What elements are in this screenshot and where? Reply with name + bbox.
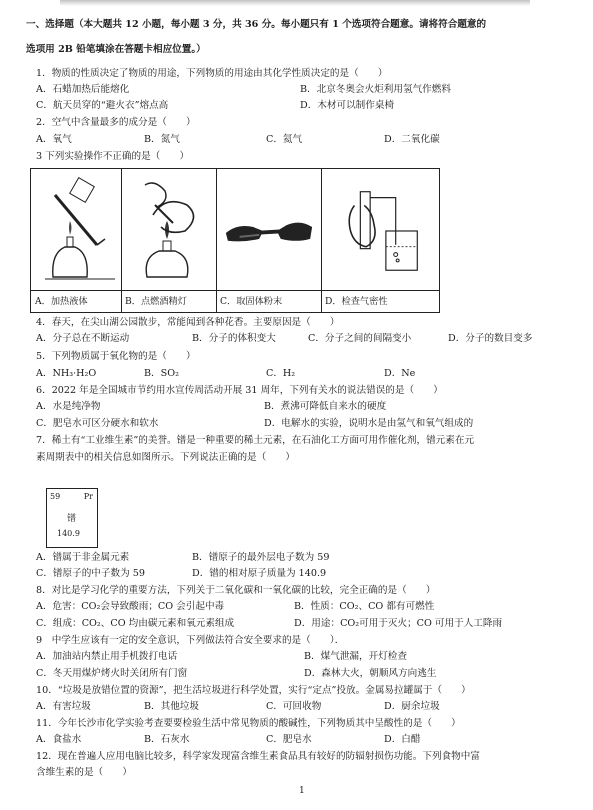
q6-option-d: D．电解水的实验，说明水是由氢气和氧气组成的 <box>264 418 474 429</box>
q5-option-c: C．H₂ <box>266 368 296 379</box>
caption-d: D．检查气密性 <box>321 290 439 312</box>
q6-option-c: C．肥皂水可区分硬水和软水 <box>36 418 159 429</box>
q8-option-d: D．用途：CO₂可用于灭火；CO 可用于人工降雨 <box>294 618 503 629</box>
element-symbol: Pr <box>83 492 93 501</box>
lighting-alcohol-lamp-illustration <box>125 175 215 285</box>
q1-option-a: A．石蜡加热后能熔化 <box>36 84 130 95</box>
q10-stem: 10．“垃圾是放错位置的资源”，把生活垃圾进行科学处置，实行“定点”投放。金属易拉罐属于（ ） <box>36 685 471 696</box>
q11-option-a: A．食盐水 <box>36 734 82 745</box>
q6-stem: 6．2022 年是全国城市节约用水宣传周活动开展 31 周年，下列有关水的说法错误的是（ ） <box>36 385 443 396</box>
experiment-figure-table <box>30 168 440 313</box>
q4-option-a: A．分子总在不断运动 <box>36 333 130 344</box>
section-header-line1: 一、选择题（本大题共 12 小题，每小题 3 分，共 36 分。每小题只有 1 个选项符合题意。请将符合题意的 <box>26 19 487 30</box>
q12-stem-line1: 12．现在普遍人应用电脑比较多，科学家发现富含维生素食品具有较好的防辐射损伤功能。下列食物中富 <box>36 751 480 762</box>
q8-option-a: A．危害：CO₂会导致酸雨；CO 会引起中毒 <box>36 601 225 612</box>
q7-option-d: D．镨的相对原子质量为 140.9 <box>192 568 327 579</box>
q6-option-b: B．煮沸可降低自来水的硬度 <box>264 401 387 412</box>
q5-option-b: B．SO₂ <box>144 368 179 379</box>
q4-option-c: C．分子之间的间隔变小 <box>308 333 412 344</box>
q11-stem: 11．今年长沙市化学实验考查要要检验生活中常见物质的酸碱性，下列物质其中呈酸性的是（ ） <box>36 718 461 729</box>
q7-option-c: C．镨原子的中子数为 59 <box>36 568 145 579</box>
q7-stem-line2: 素周期表中的相关信息如图所示。下列说法正确的是（ ） <box>36 452 296 463</box>
q7-stem-line1: 7．稀土有“工业维生素”的美誉。镨是一种重要的稀土元素，在石油化工方面可用作催化剂，镨元素在元 <box>36 435 475 446</box>
taking-solid-powder-illustration <box>220 175 318 285</box>
q1-option-d: D．木材可以制作桌椅 <box>300 100 395 111</box>
q7-option-b: B．镨原子的最外层电子数为 59 <box>192 552 330 563</box>
q4-option-b: B．分子的体积变大 <box>192 333 276 344</box>
q8-option-b: B．性质：CO₂、CO 都有可燃性 <box>294 601 435 612</box>
q1-option-c: C．航天员穿的“避火衣”熔点高 <box>36 100 169 111</box>
scan-header-shadow <box>60 0 530 6</box>
experiment-cell-b <box>121 169 217 312</box>
heating-liquid-illustration <box>35 175 125 285</box>
experiment-cell-c <box>216 169 322 312</box>
q10-option-d: D．厨余垃圾 <box>384 701 440 712</box>
q5-option-a: A．NH₃·H₂O <box>36 368 97 379</box>
q11-option-b: B．石灰水 <box>144 734 190 745</box>
q12-stem-line2: 含维生素的是（ ） <box>36 767 132 778</box>
q2-option-c: C．氦气 <box>266 134 303 145</box>
q5-option-d: D．Ne <box>384 368 416 379</box>
caption-c: C．取固体粉末 <box>216 290 321 312</box>
q10-option-a: A．有害垃圾 <box>36 701 91 712</box>
q5-stem: 5．下列物质属于氧化物的是（ ） <box>36 351 196 362</box>
q4-stem: 4．春天，在尖山湖公园散步，常能闻到各种花香。主要原因是（ ） <box>36 317 340 328</box>
q2-option-b: B．氮气 <box>144 134 180 145</box>
q1-stem: 1．物质的性质决定了物质的用途，下列物质的用途由其化学性质决定的是（ ） <box>36 68 388 79</box>
caption-a: A．加热液体 <box>31 290 121 312</box>
q2-option-d: D．二氧化碳 <box>384 134 440 145</box>
q9-stem: 9 中学生应该有一定的安全意识，下列做法符合安全要求的是（ ）． <box>36 635 345 646</box>
element-name: 镨 <box>67 514 77 524</box>
q11-option-c: C．肥皂水 <box>266 734 312 745</box>
praseodymium-element-card <box>46 488 98 548</box>
q11-option-d: D．白醋 <box>384 734 421 745</box>
q7-option-a: A．镨属于非金属元素 <box>36 552 130 563</box>
q8-option-c: C．组成：CO₂、CO 均由碳元素和氧元素组成 <box>36 618 235 629</box>
experiment-cell-a <box>31 169 122 312</box>
caption-b: B．点燃酒精灯 <box>121 290 216 312</box>
q9-option-a: A．加油站内禁止用手机拨打电话 <box>36 651 178 662</box>
element-mass: 140.9 <box>57 529 80 538</box>
q10-option-b: B．其他垃圾 <box>144 701 200 712</box>
q1-option-b: B．北京冬奥会火炬利用氢气作燃料 <box>300 84 451 95</box>
q9-option-c: C．冬天用煤炉烤火时关闭所有门窗 <box>36 668 188 679</box>
experiment-cell-d <box>321 169 439 312</box>
checking-airtightness-illustration <box>325 175 433 285</box>
element-number: 59 <box>50 492 61 501</box>
section-header-line2: 选项用 2B 铅笔填涂在答题卡相应位置。） <box>26 44 206 55</box>
q3-stem: 3 下列实验操作不正确的是（ ） <box>36 151 190 162</box>
q8-stem: 8．对比是学习化学的重要方法，下列关于二氧化碳和一氧化碳的比较，完全正确的是（ ） <box>36 585 436 596</box>
q10-option-c: C．可回收物 <box>266 701 322 712</box>
q2-stem: 2．空气中含量最多的成分是（ ） <box>36 117 196 128</box>
page-number: 1 <box>299 786 305 796</box>
q4-option-d: D．分子的数目变多 <box>448 333 533 344</box>
q6-option-a: A．水是纯净物 <box>36 401 101 412</box>
q9-option-b: B．煤气泄漏，开灯检查 <box>304 651 407 662</box>
q2-option-a: A．氧气 <box>36 134 72 145</box>
q9-option-d: D．森林大火，朝顺风方向逃生 <box>304 668 437 679</box>
